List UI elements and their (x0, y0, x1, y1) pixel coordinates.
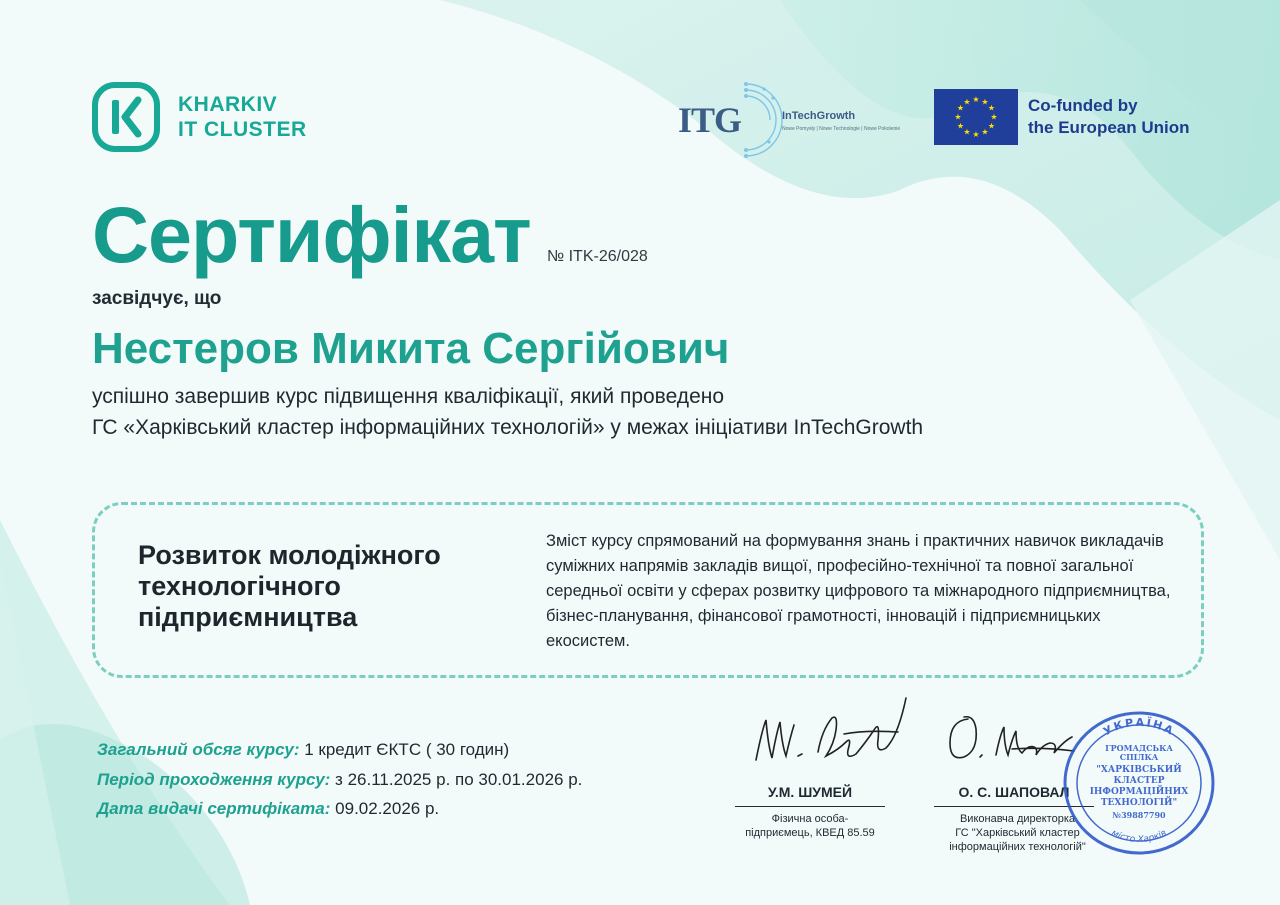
issue-date-value: 09.02.2026 р. (335, 799, 440, 818)
stamp-line5: ІНФОРМАЦІЙНИХ (1089, 787, 1189, 797)
course-volume-value: 1 кредит ЄКТС ( 30 годин) (304, 740, 510, 759)
svg-text:★: ★ (987, 103, 996, 113)
eu-flag-icon (934, 89, 1018, 145)
svg-text:★: ★ (990, 112, 998, 122)
itg-name: InTechGrowth (782, 110, 856, 122)
svg-text:★: ★ (954, 112, 962, 122)
signer-shapoval-role-line1: Виконавча директорка (959, 813, 1076, 825)
stamp-line1: ГРОМАДСЬКА (1105, 743, 1173, 753)
course-volume (97, 740, 509, 760)
certificate-number: № ITK-26/028 (547, 248, 648, 265)
signer-shumei-line (735, 806, 885, 807)
signer-shumei-role-line2: підприємець, КВЕД 85.59 (745, 827, 875, 839)
svg-text:★: ★ (972, 95, 980, 104)
course-description: Зміст курсу спрямований на формування знань і практичних навичок викладачів суміжних напрямів закладів вищої, професійно-технічної та повної загальної середньої освіти у сферах розвитку цифрового та міжнародного підприємництва, бізнес-планування, фінансової грамотності, інновацій і підприємницьких екосистем. (546, 532, 1171, 650)
signer-shumei-role (725, 812, 895, 840)
course-period-value: з 26.11.2025 р. по 30.01.2026 р. (335, 770, 583, 789)
intechgrowth-logo (676, 80, 916, 160)
signer-shumei-name: У.М. ШУМЕЙ (767, 784, 853, 800)
svg-text:★: ★ (981, 97, 989, 107)
itg-abbreviation: ITG (678, 100, 742, 140)
svg-text:★: ★ (956, 103, 965, 113)
recipient-name: Нестеров Микита Сергійович (92, 324, 730, 373)
svg-text:місто Харків (1110, 828, 1169, 845)
stamp-outer-bottom: місто Харків (1109, 828, 1169, 846)
kharkiv-logo-line1: KHARKIV (178, 93, 278, 116)
certifies-text: засвідчує, що (92, 288, 222, 309)
svg-text:★: ★ (987, 121, 996, 131)
stamp-line6: ТЕХНОЛОГІЙ" (1100, 798, 1178, 808)
stamp-line3: "ХАРКІВСЬКИЙ (1096, 765, 1182, 775)
svg-text:★: ★ (956, 121, 965, 131)
signature-shumei (748, 690, 918, 790)
kharkiv-logo-line2: IT CLUSTER (178, 118, 307, 141)
eu-text-line2: the European Union (1028, 118, 1190, 137)
kharkiv-logo-mark-icon (92, 82, 160, 152)
completion-text-line1: успішно завершив курс підвищення кваліфікації, який проведено (92, 385, 725, 408)
svg-text:★: ★ (963, 127, 971, 137)
organization-stamp (1060, 707, 1218, 859)
issue-date-label: Дата видачі сертифіката: (97, 799, 331, 818)
course-period-label: Період проходження курсу: (97, 770, 331, 789)
signer-shumei-role-line1: Фізична особа- (771, 813, 849, 825)
svg-text:★: ★ (963, 97, 971, 107)
signer-shapoval-name: О. С. ШАПОВАЛ (958, 784, 1070, 800)
certificate-title: Сертифікат (92, 190, 531, 279)
course-volume-label: Загальний обсяг курсу: (97, 740, 300, 759)
stamp-line2: СПІЛКА (1119, 752, 1159, 762)
course-title: Розвиток молодіжного технологічного підприємництва (138, 540, 441, 632)
signer-shapoval-role-line3: інформаційних технологій" (949, 841, 1086, 853)
stamp-line4: КЛАСТЕР (1113, 776, 1165, 786)
svg-text:★: ★ (972, 130, 980, 139)
eu-text-line1: Co-funded by (1028, 96, 1138, 115)
issue-date (97, 799, 439, 819)
itg-tagline: Nowe Pomysły | Nowe Technologie | Nowe Pokolenie (782, 126, 901, 132)
stamp-outer-top: УКРАЇНА (1101, 715, 1177, 739)
svg-text:★: ★ (981, 127, 989, 137)
eu-cofunded-logo (934, 89, 1190, 145)
kharkiv-it-cluster-logo (92, 82, 307, 152)
completion-text-line2: ГС «Харківський кластер інформаційних технологій» у межах ініціативи InTechGrowth (92, 416, 924, 439)
course-period (97, 770, 582, 790)
signer-shapoval-role-line2: ГС "Харківський кластер (955, 827, 1080, 839)
stamp-code: №39887790 (1112, 810, 1166, 820)
